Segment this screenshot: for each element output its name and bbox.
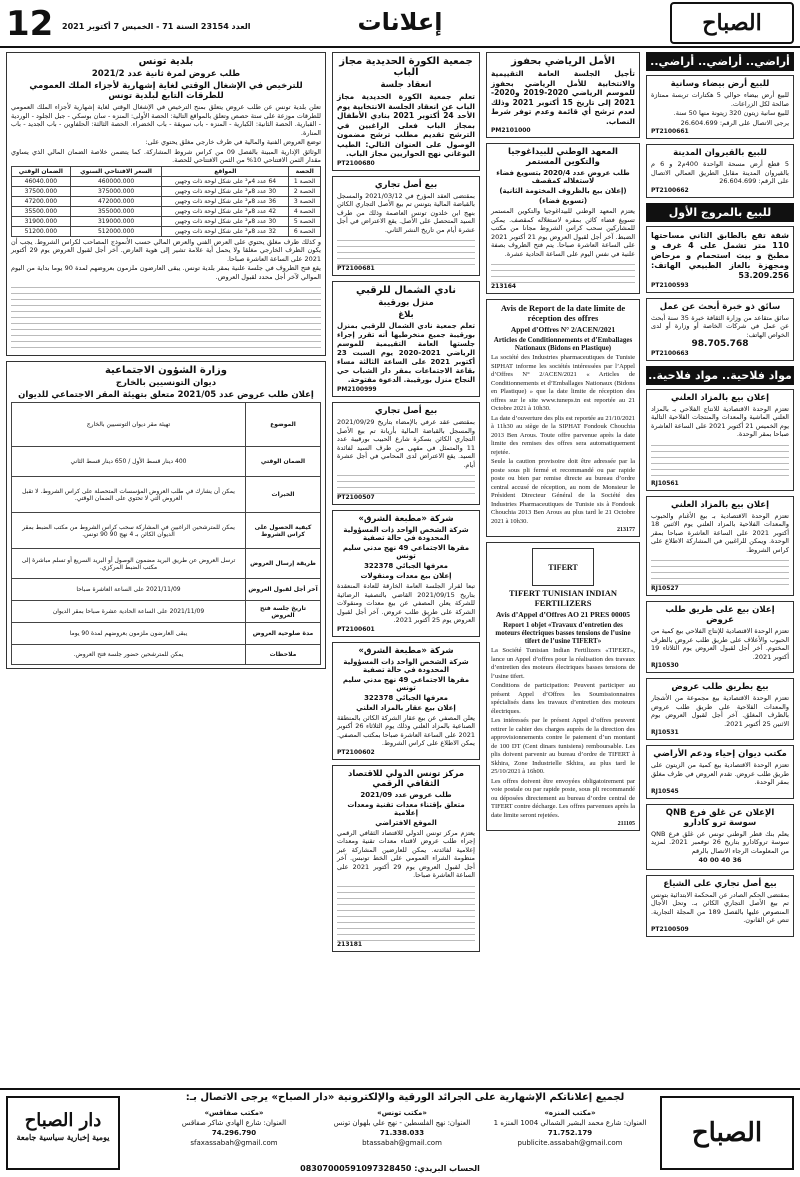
table-cell: ملاحظات [246,645,321,665]
ad-ref: PT2100662 [651,186,689,194]
table-cell: تاريخ جلسة فتح العروض [246,601,321,623]
ad-phone: يرجى الاتصال على الرقم: 26.604.699 [680,118,789,127]
ad-ref: PT2100661 [651,128,689,135]
office-phone: 71.752.179 [547,1129,593,1137]
table-cell: 51200.000 [12,226,71,236]
ad-body-lines [651,440,789,480]
ad-title: TIFERT TUNISIAN INDIAN FERTILIZERS [508,588,618,608]
ad-ref: RJ10530 [651,662,679,669]
ad-subtitle: مقرها الاجتماعي 49 نهج مدني سليم تونس [342,544,470,560]
ad-text: تأجيل الجلسة العامة التقييمية والانتخابية للأمل الرياضي بحفوز للموسم الرياضي 2020-2019 و2020-2021 إلى تاريخ 15 أكتوبر 2021 وذلك لعدم ترشح أي قائمة وعدم توفر شرط النصاب. [491,69,635,126]
office-phone: 74.296.790 [211,1129,257,1137]
ad-subtitle: للترخيص في الإشغال الوقتي لغاية إشهارية لأجزاء الملك العمومي للطرقات التابع لبلدية تونس [29,81,303,101]
table-cell: 64 عدد 4م² على شكل لوحة ذات وجهين [162,176,289,186]
ad-ref: PT2100663 [651,349,689,357]
ad-title: وزارة الشؤون الاجتماعية [104,365,227,376]
ad-agri-3 [646,601,794,673]
ad-title: الأمل الرياضي بحفوز [511,56,615,67]
ad-subtitle: بلاغ [398,310,414,320]
ad-phone: 98.705.768 [691,339,749,349]
ad-institute [486,143,640,294]
ad-title: شركة «مطبعة الشرق» [358,645,454,656]
table-row [12,186,321,196]
footer-title: لجميع إعلاناتكم الإشهارية على الجرائد الورقية والإلكترونية «دار الصباح» يرجى الاتصال بـ: [185,1092,625,1103]
ad-subtitle: طلب عروض لمرة ثانية عدد 2021/2 [91,69,241,79]
ad-text: يعلن المصفي عن بيع عقار الشركة الكائن بالمنطقة الصناعية بالمزاد العلني وذلك يوم الثلاثاء 26 أكتوبر 2021 على الساعة العاشرة صباحا بمكتب المصفي. يمكن الاطلاع على كراس الشروط. [337,713,475,747]
table-cell: 35500.000 [12,206,71,216]
table-cell: 30 عدد 8م² على شكل لوحة ذات وجهين [162,216,289,226]
office-email: publicite.assabah@gmail.com [517,1139,623,1147]
logo-tagline: يومية إخبارية سياسية جامعة [16,1132,110,1142]
ad-ref: PT2100507 [337,494,375,501]
column-tenders [6,52,326,1002]
ad-text: تعتزم الوحدة الاقتصادية بـ بيع الأغنام والحبوب والمعدات الفلاحية بالمزاد العلني يوم الاثنين 18 أكتوبر 2021 على الساعة العاشرة صباحا بمقر الوحدة. ويمكن للراغبين في المشاركة الاطلاع على كراس الشروط. [651,511,789,554]
ad-body-lines [651,555,789,585]
ad-subtitle: منزل بورقيبة [378,298,434,308]
column-classifieds [646,52,794,982]
ad-text: شقة تقع بالطابق الثاني مساحتها 110 متر تشمل على 4 غرف و مطبخ و بيت استحمام و مرحاض ومجهزة بالغاز الطبيعي الهاتف: 53.209.256 [651,230,789,280]
ad-ref: 213177 [617,527,635,533]
table-cell: مدة صلوحية العروض [246,623,321,645]
table-cell: 400 دينار قسط الأول / 650 دينار قسط الثاني [12,447,246,477]
page-header [0,0,800,48]
ad-ref: PT2100681 [337,265,375,272]
table-cell: الضمان الوقتي [246,447,321,477]
ad-title: بلدية تونس [138,56,194,67]
ad-title: Avis de Report de la date limite de réception des offres [500,303,626,323]
ad-imprimerie-2 [332,642,480,760]
ad-text: La date d’ouverture des plis est reportée au 21/10/2021 à 11h30 au siège de la SIPHAT Fondouk Chouchia 2013 Ben Arous. Toute offre parvenue après la date limite des remises des offres sera automatiquement rejetée. [491,414,635,456]
ad-title: مركز تونس الدولي للاقتصاد الثقافي الرقمي [347,768,465,789]
ad-text: سائق متقاعد من وزارة الثقافة خبرة 35 سنة أبحث عن عمل في شركات الخاصة أو وزارة أو لدى الخواص الهاتف: [651,313,789,339]
office-menzah [490,1108,650,1148]
ad-driver [646,298,794,361]
ad-text: Seule la caution provisoire doit être adressée par la poste sous pli fermé et recommandé ou par rapide poste ou bien par remise directe au bureau d’ordre central accusé de réception, au nom de Monsieur le Président Directeur Général de la Société des Industries Pharmaceutiques de Tunisie sis à Fondouk Chouchia 2013 Ben Arous au plus tard le 21 Octobre 2021 à 10h30. [491,458,635,525]
banner-agri: مواد فلاحية.. مواد فلاحية.. [646,366,794,385]
page-footer [0,1088,800,1177]
ad-ref: 213164 [491,283,517,290]
ad-text: تعتزم الوحدة الاقتصادية بيع مجموعة من الأشجار والمعدات الفلاحية على طريق طلب عروض بالظرف المغلق. آخر أجل لقبول العروض يوم الاثنين 25 أكتوبر 2021. [651,694,789,728]
ad-ref: PM2100999 [337,386,377,393]
postal-account: الحساب البريدي: 08307000591097328450 [300,1164,480,1173]
ad-text: يعتزم المعهد الوطني للبيداغوجيا والتكوين المستمر تسويغ فضاء كائن بمقره لاستغلاله كمقصف. يمكن للمشاركين سحب كراس الشروط مجانا من مكتب الضبط. آخر أجل لقبول العروض يوم 21 أكتوبر 2021 على الساعة العاشرة صباحا. يتم فتح الظروف بصفة علنية في نفس اليوم على الساعة الحادية عشرة. [491,207,635,258]
ad-ref: PT2100680 [337,159,375,167]
table-cell: 30 عدد 8م² على شكل لوحة ذات وجهين [162,186,289,196]
ad-body-lines [11,282,321,352]
table-cell: 355000.000 [70,206,162,216]
ad-imprimerie-1 [332,510,480,637]
ad-social-affairs [6,361,326,669]
ad-ref: PM2101000 [491,127,531,134]
tifert-logo: TIFERT [532,548,594,586]
ad-qnb [646,804,794,870]
table-cell: الحصة 3 [289,196,321,206]
ad-text: بمقتضى الحكم الصادر عن المحكمة الابتدائية بتونس تم بيع الأصل التجاري الكائن بـ. وتحل الآجال المنصوص عليها بالفصل 189 من المجلة التجارية. تنص عن القانون. [651,890,789,924]
ad-subtitle: إعلان بيع معدات ومنقولات [360,572,452,580]
table-cell: 36 عدد 8م² على شكل لوحة ذات وجهين [162,196,289,206]
table-header-cell: الحصة [289,166,321,176]
ad-agri-2 [646,496,794,597]
ad-subtitle: متعلق بإقتناء معدات تقنية ومعدات إعلامية [347,800,465,817]
table-cell: 460000.000 [70,176,162,186]
table-cell: 37500.000 [12,186,71,196]
table-cell: 512000.000 [70,226,162,236]
ad-ref: RJ10531 [651,729,679,736]
footer-logo: الصباح [660,1096,794,1170]
ad-ref: RJ10561 [651,479,679,487]
ad-subtitle: طلب عروض عدد 2020/4 بتسويغ فضاء لاستغلاله كمقصف [496,169,630,185]
ad-text: يعتزم مركز تونس الدولي للاقتصاد الثقافي الرقمي إجراء طلب عروض لاقتناء معدات تقنية ومعدات إعلامية لفائدته. يمكن للعارضين المشاركة عبر منظومة الشراء العمومي على الخط تونبس. آخر أجل لقبول العروض يوم 29 أكتوبر 2021 على الساعة العاشرة صباحا. [337,828,475,879]
ad-title: للبيع أرض بيضاء وسانية [670,79,770,89]
table-cell: الحصة 1 [289,176,321,186]
ad-title: الإعلان عن غلق فرع QNB سوسة ترو كادارو [665,807,775,828]
tender-details-table [11,402,321,665]
ad-text: Conditions de participation: Peuvent participer au présent Appel d’Offres les Soumissionnaires spécialisés dans les travaux d’entretien des moteurs électriques. [491,682,635,715]
ad-body-lines [337,881,475,941]
ad-text: La société des Industries pharmaceutiques de Tunisie SIPHAT informe les sociétés intéressées par l’Appel d’Offres N° 2/ACEN/2021 « Articles de Conditionnements et d’Emballages Nationaux (Bidons en Plastique) » que la date limite de réception des offres sur le site www.tuneps.tn est reportée au 21 Octobre 2021 à 10h30. [491,354,635,412]
column-notices-3 [332,52,480,948]
table-cell: الحصة 2 [289,186,321,196]
table-cell: 46040.000 [12,176,71,186]
table-cell: كيفية الحصول على كراس الشروط [246,513,321,549]
ad-subtitle: إعلان بيع عقار بالمزاد العلني [356,703,456,712]
ad-title: بيع أصل تجاري [374,406,438,416]
ad-phone: 36 40 00 40 [698,856,742,864]
office-name: «مكتب صفاقس» [204,1109,264,1117]
office-phone: 71.338.033 [379,1129,425,1137]
ad-ref: RJ10545 [651,787,679,795]
table-cell: يبقى العارضون ملزمون بعروضهم لمدة 90 يوما [12,623,246,645]
ad-title: إعلان بيع بالمزاد العلني [670,392,770,403]
ad-text: للبيع أرض بيضاء حوالي 5 هكتارات تربسة ممتازة صالحة لكل الزراعات. [651,91,790,108]
table-cell: طريقة إرسال العروض [246,549,321,579]
table-row [12,447,321,477]
ad-title: بيع أصل تجاري على الشياع [663,878,777,889]
table-row [12,196,321,206]
ad-title: مكتب ديوان إحياء ودعم الأراضي [653,749,787,759]
ad-title: سائق ذو خبرة أبحث عن عمل [659,301,781,312]
ad-ref: 211105 [617,821,635,827]
ad-tifert [486,542,640,831]
ad-body-lines [337,235,475,265]
table-cell: 42 عدد 8م² على شكل لوحة ذات وجهين [162,206,289,216]
table-cell: 31900.000 [12,216,71,226]
ad-subtitle: طلب عروض عدد 2021/09 [360,790,452,799]
banner-mourouj: للبيع بالمروج الأول [646,203,794,222]
ad-ref: PT2100601 [337,625,375,633]
ad-digital-center [332,765,480,952]
ad-land-kairouan [646,144,794,198]
ad-text: الوثائق الإدارية المبينة بالفصل 09 من كراس شروط المشاركة. كما يتضمن خلاصة الضمان المالي الذي يساوي مقدار الثمن الافتتاحي 10% من الثمن الافتتاحي للحصة. [11,147,321,164]
ad-text: Les offres doivent être envoyées obligatoirement par voie postale ou par rapide poste, sous pli recommandé ou déposées directement au bureau d’ordre central de TIFERT contre décharge. Les offres parvenues après la date limite seront rejetées. [491,777,635,819]
ad-subtitle: (إعلان بيع بالظروف المختومة الثانية) [499,187,627,195]
table-row [12,216,321,226]
ad-land-sale [646,75,794,139]
ad-title: المعهد الوطني للبيداغوجيا والتكوين المستمر [508,147,618,167]
table-cell: الحصة 6 [289,226,321,236]
ad-text: 5 قطع أرض مسحة الواحدة 400م2 و 6 م بالقيروان المدينة مقابل الطريق العمالي الاتصال على الرقم: 26.604.699 [651,160,789,185]
ad-business-sale-2 [332,176,480,277]
table-cell: يمكن للمترشحين حضور جلسة فتح العروض. [12,645,246,665]
ad-text: بمقتضى عقد عرفي بالإمضاء بتاريخ 2021/09/29 والمسجل بالقباضة المالية بأريانة تم بيع الأصل التجاري الكائن بسكرة شارع الحبيب بورقيبة عدد 11 والمتمثل في مقهى من طرف السيد لفائدة السيد. يقع الاعتراض لدى المحامي في أجل عشرة أيام. [337,418,475,469]
table-cell: الحصة 5 [289,216,321,226]
office-tunis [322,1108,482,1148]
table-cell: يمكن للمترشحين الراغبين في المشاركة سحب كراس الشروط من مكتب الضبط بمقر الديوان الكائن بـ 4 نهج 90 90 تونس. [12,513,246,549]
ad-petanque [332,52,480,171]
ad-text: تعتزم الوحدة الاقتصادية بيع كمية من الزيتون على طريق طلب عروض. تقدم العروض في ظرف مغلق بمقر الوحدة. [651,761,789,786]
table-header-cell: السعر الافتتاحي السنوي [70,166,162,176]
ad-body-lines [491,259,635,283]
office-address: العنوان: نهج الفلسطين - نهج علي بلهوان تونس [333,1119,471,1127]
ad-ref: PT2100602 [337,748,375,756]
dar-assabah-logo [6,1096,120,1170]
table-cell: 32 عدد 8م² على شكل لوحة ذات وجهين [162,226,289,236]
office-name: «مكتب المنزه» [544,1109,596,1117]
ad-subtitle: الموقع الافتراضي [375,818,437,827]
table-cell: آخر أجل لقبول العروض [246,579,321,601]
office-email: btassabah@gmail.com [362,1139,442,1147]
table-row [12,403,321,447]
table-header-cell: المواقع [162,166,289,176]
ad-text: للبيع سانية زيتون 320 زيتونة منها 50 سنة. [673,109,789,117]
ad-agri-4 [646,678,794,740]
table-row [12,176,321,186]
ad-subtitle: Appel d’Offres N° 2/ACEN/2021 [510,325,616,334]
ad-ref: RJ10527 [651,585,679,592]
office-address: العنوان: شارع الهادي شاكر صفاقس [181,1119,287,1127]
table-row [12,549,321,579]
table-cell: 2021/11/09 على الساعة العاشرة صباحا [12,579,246,601]
ad-text: تبعا لقرار الجلسة العامة الخارقة للعادة المنعقدة بتاريخ 2021/09/15 القاضي بالتصفية الرضائية للشركة يعلن المصفي عن بيع معدات ومنقولات الشركة على طريق طلب عروض. آخر أجل لقبول العروض يوم 25 أكتوبر 2021. [337,582,475,624]
table-cell: 47200.000 [12,196,71,206]
ad-title: للبيع بالقيروان المدينة [673,148,767,158]
ad-subtitle: شركة الشخص الواحد ذات المسؤولية المحدودة في حالة تصفية [343,526,469,542]
column-notices-2 [486,52,640,912]
ad-subtitle: معرفها الجبائي 322378 [364,693,448,702]
office-name: «مكتب تونس» [377,1109,427,1117]
ad-subtitle: Avis d’Appel d’Offres AO 21 PRES 00005 [496,610,630,619]
table-cell: 472000.000 [70,196,162,206]
ad-title: شركة «مطبعة الشرق» [358,514,454,524]
ad-business-sale [646,875,794,937]
ad-text: Les intéressés par le présent Appel d’offres peuvent retirer le cahier des charges auprès de la direction des approvisionnements contre le paiement d’un montant de 100 DT (Cent dinars tunisiens) remboursable. Les plis doivent parvenir au bureau d’ordre de TIFERT à Skhira, Zone Industrielle Skhira, au plus tard le 25/10/2021 à 16h00. [491,717,635,775]
ad-text: تعلن بلدية تونس عن طلب عروض يتعلق بمنح الترخيص في الإشغال الوقتي لغاية إشهارية لأجزاء الملك العمومي للطرقات موزعة على ستة حصص وتعلق بالمواقع التالية: الحصة الأولى: المنزه - سان بوسكي - جبل الجلود - الوردية - القبارية. الحصة الثانية: الكبارية - المنزه - باب سويقة - باب الخضراء. الحصة الثالثة: الحلفاوين - باب الجديد - باب المنارة. [11,103,321,137]
ad-text: بمقتضى العقد المؤرخ في 2021/03/12 والمسجل بالقباضة المالية بتونس تم بيع الأصل التجاري الكائن بنهج ابن خلدون تونس العاصمة وذلك من طرف السيد المتحصل على الأصل. يقع الاعتراض في أجل عشرة أيام من تاريخ النشر الثاني. [337,191,475,234]
ad-siphat [486,299,640,537]
ad-subtitle: انعقاد جلسة [380,80,432,90]
table-row [12,513,321,549]
ad-subtitle: شركة الشخص الواحد ذات المسؤولية المحدودة في حالة تصفية [343,657,469,674]
section-title: إعلانات [357,8,443,36]
table-cell: يمكن أن يشارك في طلب العروض المؤسسات المتحصلة على كراس الشروط. لا تقبل العروض التي لا تحتوي على الضمان الوقتي. [12,477,246,513]
table-row [12,477,321,513]
table-cell: الخبرات [246,477,321,513]
ad-text: تعتزم الوحدة الاقتصادية للإنتاج الفلاحي بيع كمية من الحبوب والأعلاف على طريق طلب عروض بالظرف المختوم. آخر أجل لقبول العروض يوم الثلاثاء 19 أكتوبر 2021. [651,627,789,661]
ad-subtitle: Report 1 objet «Travaux d’entretien des moteurs électriques basses tensions de l’usine tifert de l’usine TIFERT» [495,621,631,645]
ad-subtitle: (تسويغ فضاء) [538,197,588,205]
table-cell: 375000.000 [70,186,162,196]
ad-business-sale-3 [332,402,480,505]
table-row [12,645,321,665]
ad-municipality-tunis [6,52,326,356]
ad-subtitle: Articles de Conditionnements et d’Emballages Nationaux (Bidons en Plastique) [493,336,633,352]
ad-agri-1 [646,389,794,491]
table-cell: 319000.000 [70,216,162,226]
ad-subtitle: مقرها الاجتماعي 49 نهج مدني سليم تونس [342,675,470,692]
issue-line: العدد 23154 السنة 71 - الخميس 7 أكتوبر 2021 [62,22,251,31]
ad-text: تعلم جمعية نادي الشمال للرقبي بمنزل بورقيبة جميع منخرطيها أنه تقرر إجراء جلستها العامة التقييمية للموسم الرياضي 2021-2020 يوم السبت 23 أكتوبر 2021 على الساعة الثالثة مساء بقاعة الاجتماعات بمقر دار الشباب حي النجاح منزل بورقيبة. الدعوة مفتوحة. [337,322,476,384]
office-sfax [154,1108,314,1148]
ad-subtitle: إعلان طلب عروض عدد 2021/05 متعلق بتهيئة المقر الاجتماعي للديوان [18,390,314,400]
ad-flat [646,226,794,293]
banner-lands: أراضي.. أراضي.. أراضي.. [646,52,794,71]
ad-body-lines [337,470,475,494]
ad-title: إعلان بيع على طريق طلب عروض [665,605,775,625]
ad-text: و كذلك ظرف مغلق يحتوي على العرض الفني والعرض المالي حسب الأنموذج المصاحب لكراس الشروط. يجب أن يكون الظرف الخارجي مغلقا ولا يحمل أية علامة تشير إلى هوية العارض. آخر أجل لقبول العروض يوم 29 أكتوبر 2021 على الساعة العاشرة صباحا. [11,237,321,263]
ad-title: جمعية الكورة الحديدية مجاز الباب [339,56,473,78]
ad-title: إعلان بيع بالمزاد العلني [670,499,770,510]
table-header-row [12,166,321,176]
ad-subtitle: ديوان التونسيين بالخارج [115,378,217,388]
ad-amal-hfouz [486,52,640,138]
ad-ref: PT2100509 [651,925,689,933]
ad-text: يقع فتح الظروف في جلسة علنية بمقر بلدية تونس. يبقى العارضون ملزمون بعروضهم لمدة 90 يوما بداية من اليوم الموالي لآخر أجل محدد لقبول العروض. [11,264,321,281]
ad-agri-5 [646,745,794,799]
ad-text: توضع العروض الفنية والمالية في ظرف خارجي مغلق يحتوي على: [145,138,321,146]
table-row [12,579,321,601]
ad-title: نادي الشمال للرقبي [355,285,457,296]
ad-ref: PT2100593 [651,281,689,289]
ad-title: بيع أصل تجاري [374,179,438,190]
ad-text: يعلم بنك قطر الوطني تونس عن غلق فرع QNB سوسة تروكادارو بتاريخ 26 نوفمبر 2021. لمزيد من المعلومات الرجاء الاتصال بالرقم [651,829,789,855]
ad-text: La Société Tunisian Indian Fertilizers «TIFERT», lance un Appel d’offres pour la réalisation des travaux d’entretien des moteurs électriques basses tensions de l’usine tifert. [491,647,635,680]
ad-rugby [332,281,480,397]
table-header-cell: الضمان الوقتي [12,166,71,176]
office-address: العنوان: شارع محمد البشير الشمالي 1004 المنزه 1 [493,1119,647,1127]
masthead-logo: الصباح [670,2,794,44]
ad-title: بيع بطريق طلب عروض [671,682,769,692]
table-cell: تهيئة مقر ديوان التونسيين بالخارج [12,403,246,447]
table-row [12,623,321,645]
table-cell: الحصة 4 [289,206,321,216]
table-row [12,226,321,236]
table-row [12,206,321,216]
ad-ref: 213181 [337,940,363,948]
page-number: 12 [6,4,54,44]
ad-subtitle: معرفها الجبائي 322378 [364,562,448,570]
table-cell: الموضوع [246,403,321,447]
table-row [12,601,321,623]
lots-table [11,166,321,237]
logo-text: دار الصباح [24,1110,102,1131]
ad-text: تعلم جمعية الكورة الحديدية مجاز الباب عن انعقاد الجلسة الانتخابية يوم الأحد 24 أكتوبر 2021 بنادي الأطفال بمجاز الباب فعلى الراغبين في الترشح تقديم مطلب ترشح مضمون الوصول على العنوان التالي: الطيب البوغاني نهج الحواريين مجاز الباب. [337,92,475,158]
office-email: sfaxassabah@gmail.com [190,1139,278,1147]
ad-text: تعتزم الوحدة الاقتصادية للانتاج الفلاحي بـ بالمزاد العلني الماشية والمعدات والمنتجات الفلاحية التالية يوم الخميس 21 أكتوبر 2021 على الساعة العاشرة صباحا بمقر الوحدة. [651,404,790,438]
table-cell: 2021/11/09 على الساعة الحادية عشرة صباحا بمقر الديوان [12,601,246,623]
table-cell: ترسل العروض عن طريق البريد مضمون الوصول أو البريد السريع أو تسلم مباشرة إلى مكتب الضبط المركزي. [12,549,246,579]
